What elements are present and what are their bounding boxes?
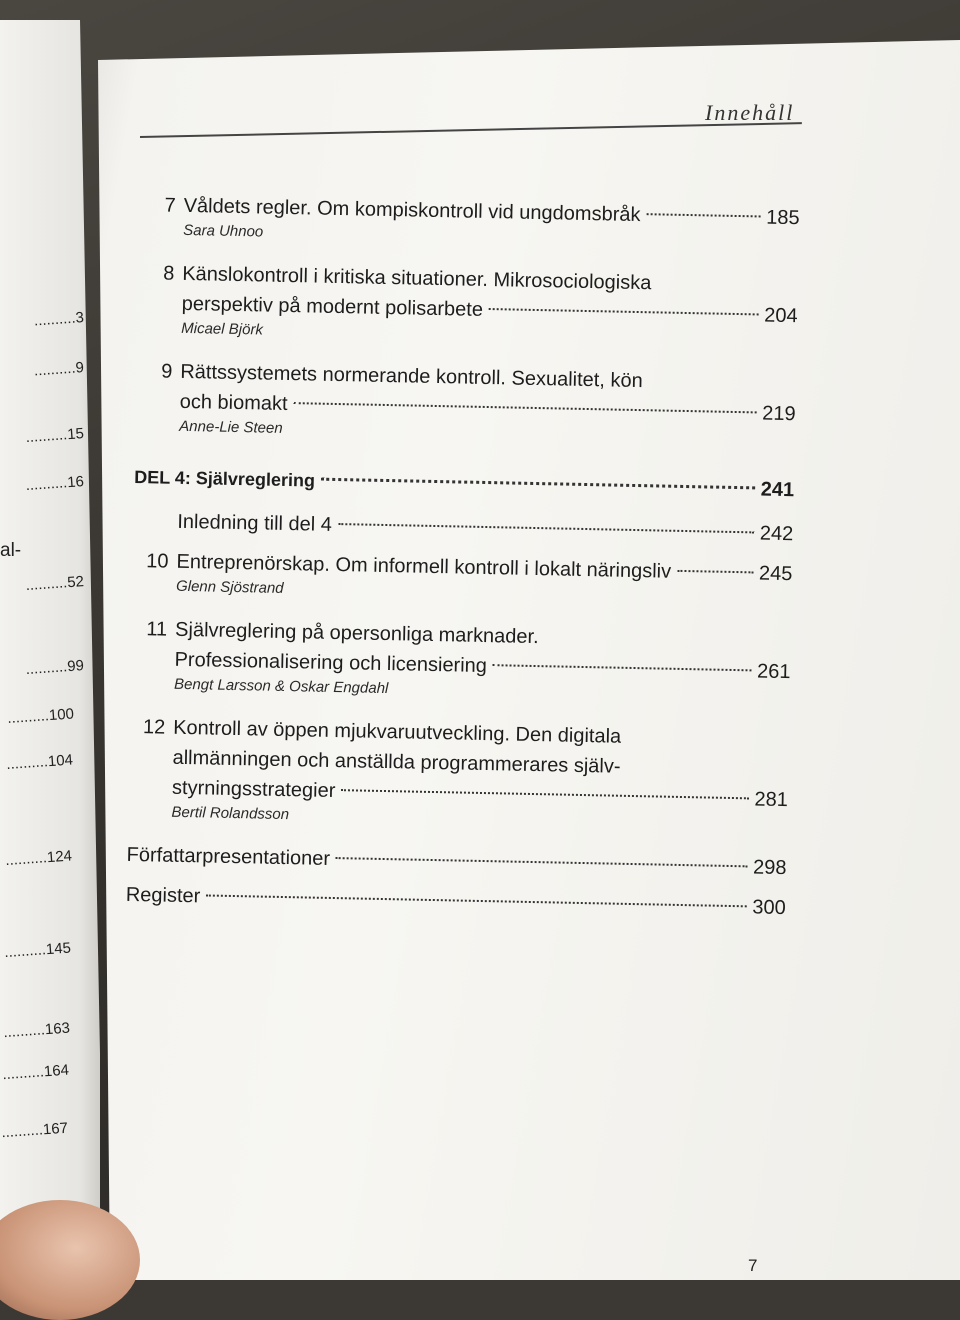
dot-leader	[206, 894, 746, 907]
chapter-title: Professionalisering och licensiering	[174, 648, 488, 678]
intro-label: Inledning till del 4	[177, 510, 333, 536]
chapter-title: Våldets regler. Om kompiskontroll vid ungdomsbråk	[183, 194, 641, 227]
toc-entry	[130, 614, 791, 707]
chapter-number: 11	[146, 618, 168, 641]
left-page-ref: ..........124	[4, 847, 73, 870]
toc-entry	[132, 546, 793, 609]
left-page-ref: ..........104	[5, 751, 74, 774]
chapter-title: perspektiv på modernt polisarbete	[181, 292, 484, 321]
chapter-title: Självreglering på opersonliga marknader.	[174, 618, 539, 649]
back-matter-label: Författarpresentationer	[126, 843, 331, 870]
left-page-ref: ..........9	[33, 359, 85, 380]
page-ref: 204	[764, 304, 798, 328]
section-heading	[134, 462, 794, 505]
intro-page: 242	[759, 522, 794, 546]
dot-leader	[338, 523, 754, 533]
chapter-author: Anne-Lie Steen	[179, 417, 283, 437]
back-matter-entry	[126, 880, 786, 923]
page-ref: 261	[756, 660, 791, 684]
left-page-ref: ..........164	[1, 1061, 70, 1084]
chapter-title: Entreprenörskap. Om informell kontroll i lokalt näringsliv	[176, 550, 672, 583]
page-number: 7	[748, 1256, 758, 1275]
back-matter-label: Register	[125, 883, 201, 908]
left-page-ref: ..........16	[25, 473, 85, 495]
left-page-ref: ..........163	[2, 1019, 71, 1042]
chapter-title: Rättssystemets normerande kontroll. Sexualitet, kön	[180, 360, 643, 393]
left-page-ref: ..........100	[6, 705, 75, 728]
running-head: Innehåll	[705, 100, 795, 125]
left-page-ref: ..........15	[25, 425, 85, 447]
left-page-fragment: al-	[0, 540, 22, 561]
chapter-author: Sara Uhnoo	[183, 221, 264, 241]
dot-leader	[677, 570, 753, 574]
page-ref: 281	[754, 788, 789, 812]
left-page-ref: ..........3	[33, 309, 85, 330]
toc-entry	[127, 712, 789, 835]
left-page-ref: ..........145	[3, 939, 72, 962]
back-matter-page: 298	[752, 856, 787, 880]
section-page: 241	[760, 478, 795, 502]
page-ref: 245	[758, 562, 793, 586]
chapter-title: Kontroll av öppen mjukvaruutveckling. Den digitala	[172, 716, 622, 748]
intro-entry	[133, 506, 793, 549]
chapter-title: styrningsstrategier	[171, 776, 336, 803]
table-of-contents	[125, 190, 800, 933]
chapter-number: 7	[164, 194, 176, 217]
left-page-ref: ..........52	[25, 573, 85, 595]
chapter-number: 9	[161, 360, 173, 383]
chapter-number: 8	[162, 262, 175, 285]
page-ref: 219	[762, 402, 796, 426]
dot-leader	[336, 857, 747, 867]
chapter-number: 10	[146, 550, 169, 573]
dot-leader	[341, 789, 748, 799]
toc-entry	[137, 258, 798, 351]
chapter-title: allmänningen och anställda programmerares själv-	[172, 746, 621, 778]
dot-leader	[489, 308, 758, 315]
back-matter-entry	[126, 840, 786, 883]
toc-entry	[135, 356, 796, 449]
chapter-title: Känslokontroll i kritiska situationer. Mikrosociologiska	[182, 262, 652, 295]
chapter-author: Bengt Larsson & Oskar Engdahl	[173, 675, 389, 698]
section-label: DEL 4: Självreglering	[134, 466, 316, 491]
chapter-title: och biomakt	[179, 390, 288, 416]
page-ref: 185	[765, 206, 800, 230]
dot-leader	[294, 402, 757, 413]
dot-leader	[493, 664, 751, 671]
dot-leader	[646, 213, 760, 217]
left-page-ref: ..........167	[0, 1119, 69, 1142]
chapter-number: 12	[142, 716, 166, 739]
dot-leader	[321, 478, 755, 490]
chapter-author: Bertil Rolandsson	[171, 803, 290, 824]
chapter-author: Glenn Sjöstrand	[175, 577, 284, 597]
left-page-ref: ..........99	[25, 657, 85, 679]
chapter-author: Micael Björk	[181, 319, 264, 339]
back-matter-page: 300	[752, 896, 786, 920]
